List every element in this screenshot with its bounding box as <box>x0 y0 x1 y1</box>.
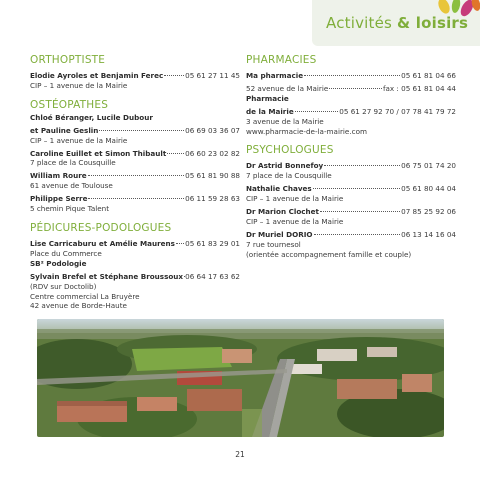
left-column <box>30 54 240 319</box>
entry-name: Philippe Serre <box>30 194 88 204</box>
entry-line <box>30 269 240 282</box>
dot-leader <box>88 166 184 176</box>
page-number: 21 <box>235 450 245 459</box>
dot-leader <box>304 66 400 76</box>
dot-leader <box>167 144 184 154</box>
entry-address: CIP – 1 avenue de la Mairie <box>30 80 128 90</box>
section-title: PHARMACIES <box>246 54 317 66</box>
entry-phone: 06 13 14 16 04 <box>401 229 456 239</box>
entry-line <box>30 146 240 159</box>
entry-line <box>30 168 240 181</box>
entry-phone: 06 75 01 74 20 <box>401 161 456 171</box>
entry-address: CIP – 1 avenue de la Mairie <box>246 194 344 204</box>
entry-name: Lise Carricaburu et Amélie Maurens <box>30 238 175 248</box>
entry-line <box>30 68 240 81</box>
entry-name: Chloé Béranger, Lucile Dubour <box>30 112 153 122</box>
entry-name: Caroline Euillet et Simon Thibault <box>30 148 167 158</box>
entry-address: Centre commercial La Bruyère <box>30 291 140 301</box>
entry-address: 5 chemin Pique Talent <box>30 204 110 214</box>
entry-website: www.pharmacie-de-la-mairie.com <box>246 126 367 136</box>
entry-name: Dr Marion Clochet <box>246 207 319 217</box>
title-light: Activités <box>326 14 393 32</box>
title-bold: & loisirs <box>397 14 469 32</box>
entry-name: Dr Muriel DORIO <box>246 229 313 239</box>
entry-phone: 06 60 23 02 82 <box>185 148 240 158</box>
entry-address: (RDV sur Doctolib) <box>30 281 97 291</box>
entry-line <box>246 104 456 117</box>
entry-line <box>30 123 240 136</box>
entry-phone: 05 61 27 92 70 / 07 78 41 79 72 <box>339 106 456 116</box>
dot-leader <box>295 102 339 112</box>
entry-name: Ma pharmacie <box>246 71 304 80</box>
entry-phone: 05 61 80 44 04 <box>401 184 456 194</box>
entry-phone: 05 61 81 90 88 <box>185 171 240 181</box>
entry-phone: 05 61 27 11 45 <box>185 71 240 80</box>
entry-address: 42 avenue de Borde-Haute <box>30 301 127 311</box>
dot-leader <box>324 156 400 166</box>
entry-address: 7 rue tournesol <box>246 239 301 249</box>
entry-line <box>246 204 456 217</box>
entry-phone: 05 61 81 04 66 <box>401 71 456 80</box>
entry-address: Place du Commerce <box>30 248 102 258</box>
entry-phone: 06 69 03 36 07 <box>185 125 240 135</box>
section-osteopathes <box>30 99 240 214</box>
dot-leader <box>176 234 184 244</box>
entry-phone: 06 64 17 63 62 <box>185 271 240 281</box>
section-pharmacies <box>246 54 456 136</box>
entry-phone: 06 11 59 28 63 <box>185 194 240 204</box>
entry-address: CIP – 1 avenue de la Mairie <box>246 216 344 226</box>
section-title: PSYCHOLOGUES <box>246 144 334 157</box>
entry-line <box>246 158 456 171</box>
entry-address: 7 place de la Cousquille <box>30 158 116 168</box>
dot-leader <box>320 202 400 212</box>
dot-leader <box>164 66 184 76</box>
dot-leader <box>313 179 400 189</box>
dot-leader <box>329 79 382 89</box>
right-column <box>246 54 456 268</box>
entry-line <box>246 81 456 94</box>
section-pedicures-podologues <box>30 222 240 311</box>
dot-leader <box>99 121 184 131</box>
entry-name: Sylvain Brefel et Stéphane Broussoux <box>30 271 184 281</box>
section-title: ORTHOPTISTE <box>30 54 106 66</box>
section-psychologues <box>246 144 456 259</box>
entry-fax: fax : 05 61 81 04 44 <box>382 83 456 93</box>
entry-address: 7 place de la Cousquille <box>246 171 332 181</box>
entry-name: Pharmacie <box>246 93 289 103</box>
section-title: PÉDICURES-PODOLOGUES <box>30 221 172 234</box>
entry-name: William Roure <box>30 171 87 181</box>
entry-address: 3 avenue de la Mairie <box>246 116 324 126</box>
section-title: OSTÉOPATHES <box>30 98 109 111</box>
entry-address: (orientée accompagnement famille et couple) <box>246 249 412 259</box>
entry-phone: 05 61 83 29 01 <box>185 238 240 248</box>
entry-name: Nathalie Chaves <box>246 184 312 194</box>
entry-phone: 07 85 25 92 06 <box>401 207 456 217</box>
entry-address: 52 avenue de la Mairie <box>246 83 329 93</box>
entry-line <box>30 191 240 204</box>
decorative-petals-icon <box>434 0 480 30</box>
entry-address: CIP – 1 avenue de la Mairie <box>30 135 128 145</box>
entry-name: SB² Podologie <box>30 258 87 268</box>
entry-line <box>246 227 456 240</box>
dot-leader <box>88 189 184 199</box>
entry-name: Elodie Ayroles et Benjamin Ferec <box>30 71 164 80</box>
entry-name: et Pauline Geslin <box>30 125 99 135</box>
entry-address: 61 avenue de Toulouse <box>30 181 113 191</box>
section-orthoptiste <box>30 54 240 91</box>
aerial-town-photo <box>37 319 444 437</box>
entry-line <box>246 181 456 194</box>
entry-name: de la Mairie <box>246 106 294 116</box>
entry-line <box>30 236 240 249</box>
dot-leader <box>314 225 401 235</box>
entry-name: Dr Astrid Bonnefoy <box>246 161 324 171</box>
